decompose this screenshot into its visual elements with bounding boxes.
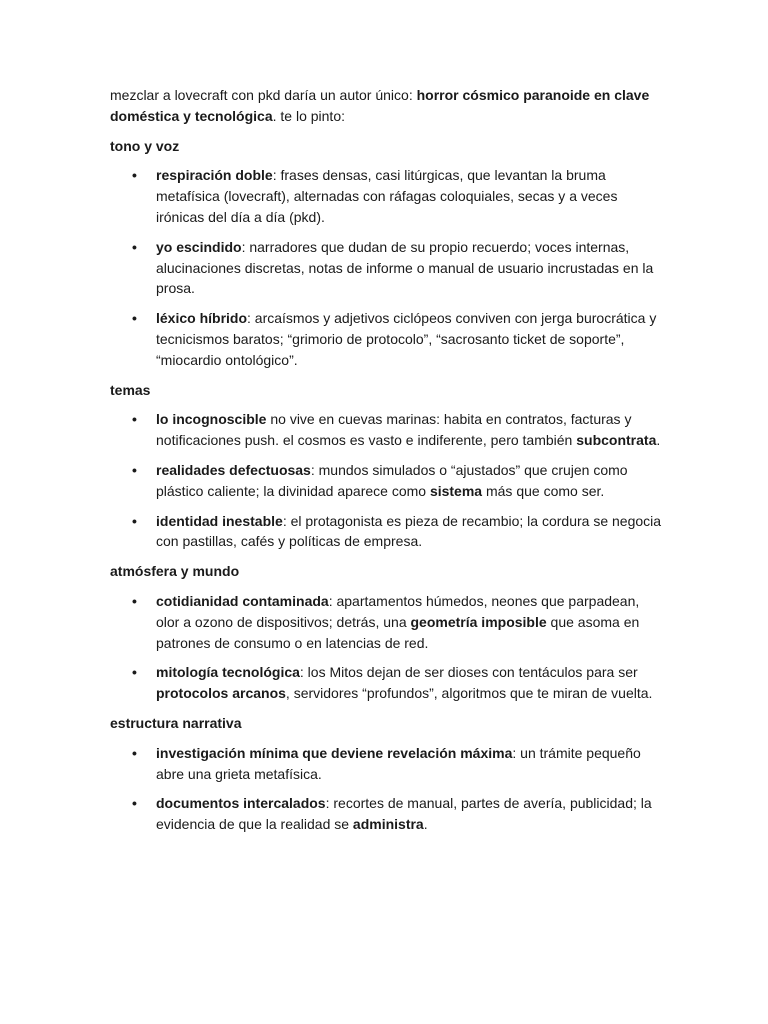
item-text-end: . [656, 432, 661, 449]
bullet-icon: • [132, 238, 137, 255]
section-title-temas: temas [110, 381, 151, 398]
item-text: : narradores que dudan de su propio recuerdo; voces internas, alucinaciones discretas, notas de informe o manual de usuario incrustadas en la prosa. [156, 238, 654, 297]
list-item [110, 511, 665, 553]
intro-text-end: . te lo pinto: [272, 107, 345, 124]
item-emphasis: geometría imposible [410, 613, 547, 630]
item-text: no vive en cuevas marinas: habita en contratos, facturas y notificaciones push. el cosmos es vasto e indiferente, pero también [156, 411, 632, 449]
list-item [110, 237, 665, 299]
list-item [110, 460, 665, 502]
item-term: respiración doble [156, 167, 273, 184]
bullet-icon: • [132, 592, 137, 609]
bullet-icon: • [132, 167, 137, 184]
section-title-estructura-narrativa: estructura narrativa [110, 714, 242, 731]
section-list-temas [110, 409, 665, 552]
item-term: yo escindido [156, 238, 242, 255]
item-term: documentos intercalados [156, 795, 326, 812]
document-body [110, 85, 665, 844]
bullet-icon: • [132, 744, 137, 761]
item-term: lo incognoscible [156, 411, 267, 428]
item-text: : frases densas, casi litúrgicas, que levantan la bruma metafísica (lovecraft), alternadas con ráfagas coloquiales, secas y a veces irónicas del día a día (pkd). [156, 167, 618, 225]
bullet-icon: • [132, 461, 137, 478]
item-emphasis: protocolos arcanos [156, 685, 286, 702]
item-text: : arcaísmos y adjetivos ciclópeos conviven con jerga burocrática y tecnicismos baratos; “grimorio de protocolo”, “sacrosanto ticket de soporte”, “miocardio ontológico”. [156, 310, 657, 368]
item-text: : mundos simulados o “ajustados” que crujen como plástico caliente; la divinidad aparece como [156, 461, 628, 499]
list-item [110, 793, 665, 835]
item-text-end: más que como ser. [482, 482, 605, 499]
item-term: realidades defectuosas [156, 461, 311, 478]
list-item [110, 591, 665, 653]
section-title-tono-y-voz: tono y voz [110, 137, 180, 154]
section-title-atmosfera-y-mundo: atmósfera y mundo [110, 563, 240, 580]
section-list-atmosfera-y-mundo [110, 591, 665, 704]
section-list-estructura-narrativa [110, 743, 665, 835]
list-item [110, 662, 665, 704]
bullet-icon: • [132, 310, 137, 327]
item-text-end: . [423, 816, 428, 833]
list-item [110, 409, 665, 451]
bullet-icon: • [132, 664, 137, 681]
item-text: : el protagonista es pieza de recambio; la cordura se negocia con pastillas, cafés y políticas de empresa. [156, 512, 662, 550]
list-item [110, 165, 665, 227]
bullet-icon: • [132, 411, 137, 428]
intro-bold: horror cósmico paranoide en clave doméstica y tecnológica [110, 87, 650, 124]
item-text: : apartamentos húmedos, neones que parpadean, olor a ozono de dispositivos; detrás, una [156, 592, 640, 630]
bullet-icon: • [132, 795, 137, 812]
section-list-tono-y-voz [110, 165, 665, 370]
list-item [110, 308, 665, 370]
item-text-end: , servidores “profundos”, algoritmos que te miran de vuelta. [285, 685, 653, 702]
intro-text: mezclar a lovecraft con pkd daría un autor único: [110, 87, 417, 103]
item-term: léxico híbrido [156, 310, 248, 327]
item-text-end: que asoma en patrones de consumo o en latencias de red. [156, 613, 640, 651]
item-term: cotidianidad contaminada [156, 592, 329, 609]
item-emphasis: subcontrata [576, 432, 657, 449]
item-text: : recortes de manual, partes de avería, publicidad; la evidencia de que la realidad se [156, 795, 652, 833]
item-text: : los Mitos dejan de ser dioses con tentáculos para ser [299, 664, 638, 681]
item-term: identidad inestable [156, 512, 283, 529]
item-term: mitología tecnológica [156, 664, 300, 681]
bullet-icon: • [132, 512, 137, 529]
item-emphasis: sistema [429, 482, 483, 499]
item-term: investigación mínima que deviene revelación máxima [156, 744, 513, 761]
item-text: : un trámite pequeño abre una grieta metafísica. [156, 744, 641, 782]
list-item [110, 743, 665, 785]
item-emphasis: administra [352, 816, 424, 833]
intro-paragraph [110, 85, 665, 127]
